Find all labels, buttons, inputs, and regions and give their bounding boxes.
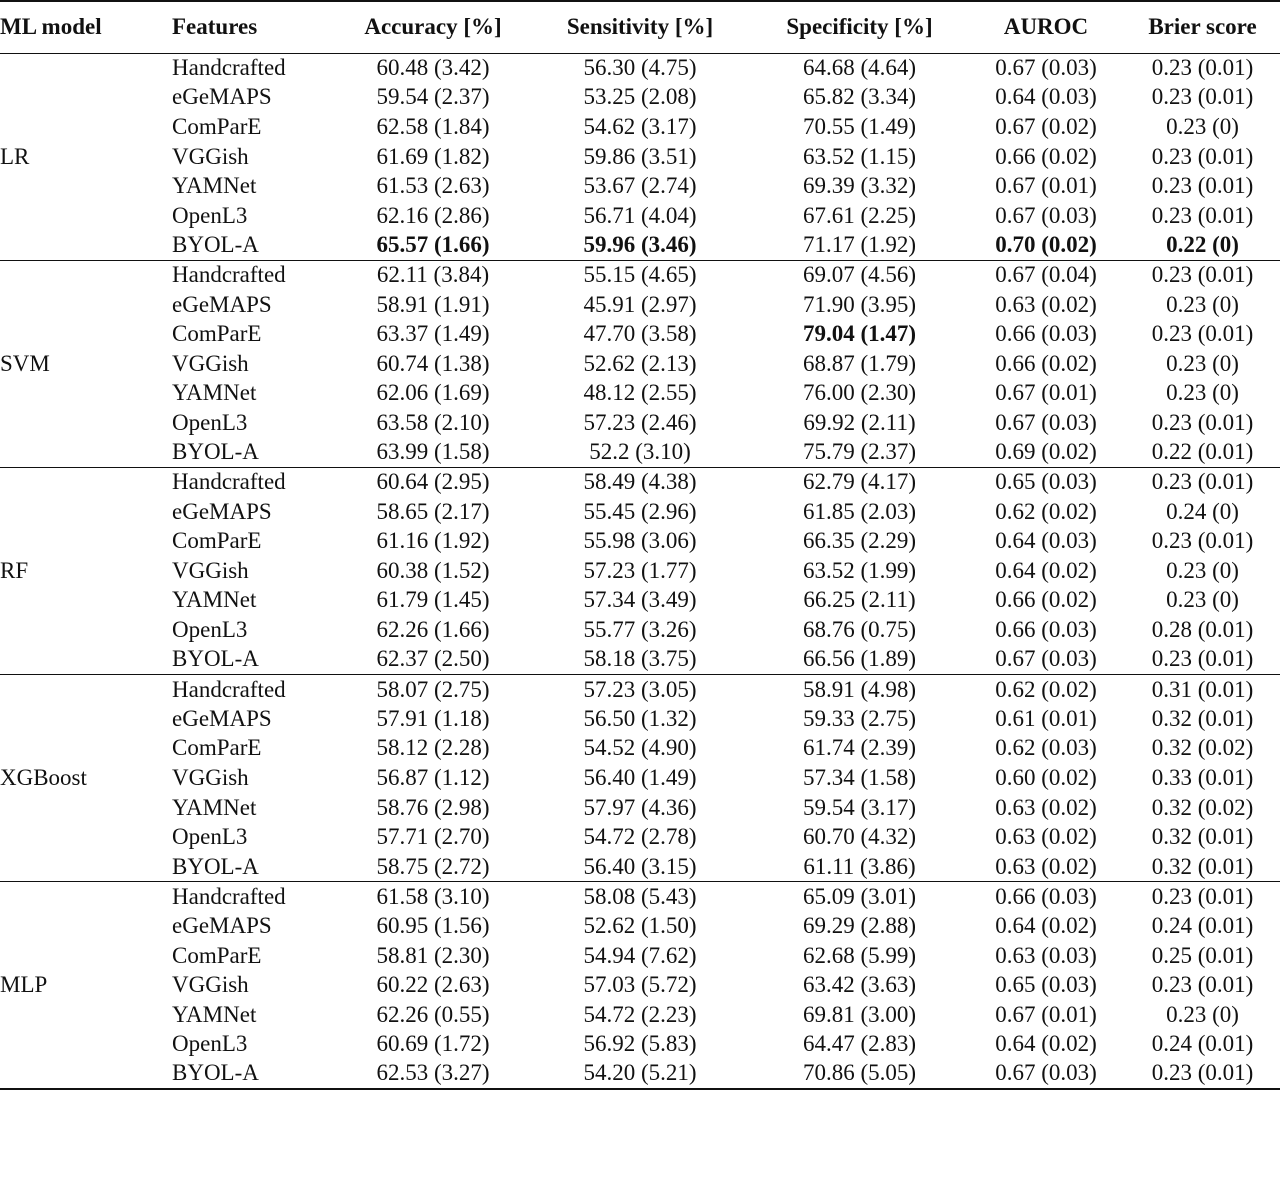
auroc-cell: 0.67 (0.01) [995, 380, 1097, 406]
accuracy-cell: 58.91 (1.91) [376, 291, 490, 317]
auroc-cell: 0.62 (0.03) [995, 735, 1097, 761]
sensitivity-cell: 54.72 (2.23) [583, 1001, 697, 1027]
sensitivity-cell: 54.94 (7.62) [583, 942, 697, 968]
specificity-cell: 64.68 (4.64) [802, 55, 917, 81]
features-cell: Handcrafted [172, 469, 286, 495]
sensitivity-cell: 56.71 (4.04) [583, 202, 697, 228]
sensitivity-cell: 58.49 (4.38) [583, 469, 697, 495]
auroc-cell: 0.67 (0.03) [995, 55, 1097, 81]
sensitivity-cell: 56.92 (5.83) [583, 1031, 697, 1057]
specificity-cell: 59.54 (3.17) [802, 794, 917, 820]
sensitivity-cell: 57.23 (1.77) [583, 557, 697, 583]
features-cell: OpenL3 [172, 1031, 248, 1057]
auroc-cell: 0.64 (0.02) [995, 557, 1097, 583]
brier-score-cell: 0.32 (0.01) [1151, 853, 1254, 879]
specificity-cell: 75.79 (2.37) [802, 439, 917, 465]
table-row [0, 379, 1280, 409]
specificity-cell: 62.68 (5.99) [802, 942, 917, 968]
sensitivity-cell: 54.20 (5.21) [583, 1060, 697, 1086]
table-row [0, 852, 1280, 882]
table-row [0, 497, 1280, 527]
sensitivity-cell: 55.98 (3.06) [583, 528, 697, 554]
accuracy-cell: 60.69 (1.72) [376, 1031, 490, 1057]
table-row [0, 674, 1280, 704]
auroc-cell: 0.64 (0.02) [995, 1031, 1097, 1057]
sensitivity-cell: 52.2 (3.10) [589, 439, 691, 465]
features-cell: eGeMAPS [172, 498, 272, 524]
auroc-cell: 0.66 (0.03) [995, 321, 1097, 347]
table-row [0, 142, 1280, 172]
header-specificity: Specificity [%] [752, 1, 967, 53]
table-row [0, 763, 1280, 793]
features-cell: Handcrafted [172, 883, 286, 909]
accuracy-cell: 61.16 (1.92) [376, 528, 490, 554]
accuracy-cell: 62.58 (1.84) [376, 113, 490, 139]
brier-score-cell: 0.23 (0.01) [1151, 1060, 1254, 1086]
table-row [0, 408, 1280, 438]
brier-score-cell: 0.31 (0.01) [1151, 676, 1254, 702]
brier-score-cell: 0.32 (0.02) [1151, 735, 1254, 761]
sensitivity-cell: 59.96 (3.46) [583, 232, 697, 258]
accuracy-cell: 58.12 (2.28) [376, 735, 490, 761]
brier-score-cell: 0.24 (0.01) [1151, 913, 1254, 939]
table-row [0, 793, 1280, 823]
header-row [0, 1, 1280, 53]
accuracy-cell: 62.26 (0.55) [376, 1001, 490, 1027]
specificity-cell: 65.09 (3.01) [802, 883, 917, 909]
table-row [0, 231, 1280, 261]
sensitivity-cell: 52.62 (1.50) [583, 913, 697, 939]
table-row [0, 319, 1280, 349]
sensitivity-cell: 56.50 (1.32) [583, 705, 697, 731]
auroc-cell: 0.67 (0.03) [995, 1060, 1097, 1086]
brier-score-cell: 0.32 (0.01) [1151, 824, 1254, 850]
model-group-lr [0, 53, 1280, 260]
specificity-cell: 65.82 (3.34) [802, 84, 917, 110]
model-name-cell: SVM [0, 350, 50, 376]
auroc-cell: 0.66 (0.02) [995, 587, 1097, 613]
sensitivity-cell: 54.62 (3.17) [583, 113, 697, 139]
auroc-cell: 0.65 (0.03) [995, 972, 1097, 998]
features-cell: BYOL-A [172, 1060, 259, 1086]
brier-score-cell: 0.23 (0) [1166, 380, 1239, 406]
sensitivity-cell: 52.62 (2.13) [583, 350, 697, 376]
features-cell: ComParE [172, 735, 262, 761]
auroc-cell: 0.66 (0.03) [995, 617, 1097, 643]
sensitivity-cell: 56.40 (3.15) [583, 853, 697, 879]
sensitivity-cell: 57.03 (5.72) [583, 972, 697, 998]
features-cell: YAMNet [172, 794, 257, 820]
sensitivity-cell: 59.86 (3.51) [583, 143, 697, 169]
features-cell: eGeMAPS [172, 291, 272, 317]
brier-score-cell: 0.23 (0.01) [1151, 84, 1254, 110]
model-group-svm [0, 260, 1280, 467]
auroc-cell: 0.63 (0.03) [995, 942, 1097, 968]
model-name-cell: LR [0, 143, 30, 169]
brier-score-cell: 0.23 (0) [1166, 113, 1239, 139]
features-cell: VGGish [172, 557, 249, 583]
accuracy-cell: 65.57 (1.66) [376, 232, 490, 258]
sensitivity-cell: 53.25 (2.08) [583, 84, 697, 110]
auroc-cell: 0.63 (0.02) [995, 794, 1097, 820]
table-row [0, 822, 1280, 852]
sensitivity-cell: 47.70 (3.58) [583, 321, 697, 347]
accuracy-cell: 62.16 (2.86) [376, 202, 490, 228]
table-row [0, 645, 1280, 675]
features-cell: OpenL3 [172, 617, 248, 643]
sensitivity-cell: 55.77 (3.26) [583, 617, 697, 643]
features-cell: ComParE [172, 528, 262, 554]
accuracy-cell: 62.26 (1.66) [376, 617, 490, 643]
brier-score-cell: 0.23 (0.01) [1151, 409, 1254, 435]
table-header [0, 1, 1280, 53]
auroc-cell: 0.67 (0.01) [995, 173, 1097, 199]
model-group-xgboost [0, 674, 1280, 881]
auroc-cell: 0.64 (0.02) [995, 913, 1097, 939]
auroc-cell: 0.63 (0.02) [995, 824, 1097, 850]
specificity-cell: 68.76 (0.75) [802, 617, 917, 643]
auroc-cell: 0.65 (0.03) [995, 469, 1097, 495]
table-row [0, 970, 1280, 1000]
table-row [0, 556, 1280, 586]
brier-score-cell: 0.23 (0) [1166, 587, 1239, 613]
auroc-cell: 0.66 (0.02) [995, 350, 1097, 376]
table-row [0, 83, 1280, 113]
model-name-cell: MLP [0, 971, 48, 997]
accuracy-cell: 56.87 (1.12) [376, 765, 490, 791]
accuracy-cell: 63.37 (1.49) [376, 321, 490, 347]
specificity-cell: 69.39 (3.32) [802, 173, 917, 199]
specificity-cell: 57.34 (1.58) [802, 765, 917, 791]
specificity-cell: 61.74 (2.39) [802, 735, 917, 761]
model-group-mlp [0, 882, 1280, 1089]
sensitivity-cell: 53.67 (2.74) [583, 173, 697, 199]
table-row [0, 438, 1280, 468]
header-features: Features [172, 1, 338, 53]
sensitivity-cell: 58.18 (3.75) [583, 646, 697, 672]
header-ml-model: ML model [0, 1, 172, 53]
accuracy-cell: 58.65 (2.17) [376, 498, 490, 524]
features-cell: OpenL3 [172, 824, 248, 850]
accuracy-cell: 58.75 (2.72) [376, 853, 490, 879]
features-cell: VGGish [172, 350, 249, 376]
accuracy-cell: 58.81 (2.30) [376, 942, 490, 968]
table-row [0, 941, 1280, 971]
features-cell: eGeMAPS [172, 84, 272, 110]
auroc-cell: 0.67 (0.03) [995, 409, 1097, 435]
auroc-cell: 0.70 (0.02) [995, 232, 1097, 258]
specificity-cell: 63.52 (1.15) [802, 143, 917, 169]
auroc-cell: 0.62 (0.02) [995, 498, 1097, 524]
auroc-cell: 0.62 (0.02) [995, 676, 1097, 702]
accuracy-cell: 60.38 (1.52) [376, 557, 490, 583]
sensitivity-cell: 55.45 (2.96) [583, 498, 697, 524]
features-cell: BYOL-A [172, 646, 259, 672]
sensitivity-cell: 57.23 (3.05) [583, 676, 697, 702]
auroc-cell: 0.66 (0.02) [995, 143, 1097, 169]
auroc-cell: 0.63 (0.02) [995, 291, 1097, 317]
sensitivity-cell: 55.15 (4.65) [583, 262, 697, 288]
specificity-cell: 69.81 (3.00) [802, 1001, 917, 1027]
features-cell: OpenL3 [172, 202, 248, 228]
brier-score-cell: 0.23 (0.01) [1151, 262, 1254, 288]
sensitivity-cell: 57.34 (3.49) [583, 587, 697, 613]
header-brier-score: Brier score [1125, 1, 1280, 53]
features-cell: VGGish [172, 765, 249, 791]
table-row [0, 53, 1280, 83]
accuracy-cell: 62.11 (3.84) [376, 262, 490, 288]
accuracy-cell: 60.22 (2.63) [376, 972, 490, 998]
accuracy-cell: 63.99 (1.58) [376, 439, 490, 465]
specificity-cell: 79.04 (1.47) [802, 321, 917, 347]
brier-score-cell: 0.23 (0) [1166, 291, 1239, 317]
accuracy-cell: 60.74 (1.38) [376, 350, 490, 376]
brier-score-cell: 0.23 (0.01) [1151, 173, 1254, 199]
auroc-cell: 0.67 (0.03) [995, 202, 1097, 228]
header-auroc: AUROC [967, 1, 1125, 53]
sensitivity-cell: 48.12 (2.55) [583, 380, 697, 406]
features-cell: ComParE [172, 942, 262, 968]
specificity-cell: 67.61 (2.25) [802, 202, 917, 228]
table-row [0, 260, 1280, 290]
specificity-cell: 69.92 (2.11) [803, 409, 916, 435]
accuracy-cell: 60.48 (3.42) [376, 55, 490, 81]
auroc-cell: 0.64 (0.03) [995, 84, 1097, 110]
features-cell: BYOL-A [172, 232, 259, 258]
brier-score-cell: 0.23 (0.01) [1151, 883, 1254, 909]
table-row [0, 615, 1280, 645]
brier-score-cell: 0.33 (0.01) [1151, 765, 1254, 791]
features-cell: YAMNet [172, 380, 257, 406]
accuracy-cell: 62.53 (3.27) [376, 1060, 490, 1086]
brier-score-cell: 0.23 (0.01) [1151, 528, 1254, 554]
header-accuracy: Accuracy [%] [338, 1, 528, 53]
auroc-cell: 0.63 (0.02) [995, 853, 1097, 879]
features-cell: eGeMAPS [172, 913, 272, 939]
features-cell: VGGish [172, 143, 249, 169]
features-cell: Handcrafted [172, 55, 286, 81]
table-row [0, 1000, 1280, 1030]
brier-score-cell: 0.32 (0.02) [1151, 794, 1254, 820]
table-row [0, 171, 1280, 201]
specificity-cell: 66.35 (2.29) [802, 528, 917, 554]
specificity-cell: 63.42 (3.63) [802, 972, 917, 998]
specificity-cell: 64.47 (2.83) [802, 1031, 917, 1057]
table-row [0, 201, 1280, 231]
table-row [0, 467, 1280, 497]
specificity-cell: 68.87 (1.79) [802, 350, 917, 376]
sensitivity-cell: 56.40 (1.49) [583, 765, 697, 791]
features-cell: YAMNet [172, 1001, 257, 1027]
brier-score-cell: 0.25 (0.01) [1151, 942, 1254, 968]
accuracy-cell: 57.71 (2.70) [376, 824, 490, 850]
brier-score-cell: 0.32 (0.01) [1151, 705, 1254, 731]
table-row [0, 704, 1280, 734]
accuracy-cell: 61.53 (2.63) [376, 173, 490, 199]
brier-score-cell: 0.23 (0.01) [1151, 646, 1254, 672]
sensitivity-cell: 57.23 (2.46) [583, 409, 697, 435]
specificity-cell: 71.17 (1.92) [802, 232, 917, 258]
auroc-cell: 0.67 (0.04) [995, 262, 1097, 288]
features-cell: ComParE [172, 113, 262, 139]
auroc-cell: 0.67 (0.03) [995, 646, 1097, 672]
auroc-cell: 0.69 (0.02) [995, 439, 1097, 465]
brier-score-cell: 0.23 (0.01) [1151, 55, 1254, 81]
brier-score-cell: 0.24 (0.01) [1151, 1031, 1254, 1057]
accuracy-cell: 58.76 (2.98) [376, 794, 490, 820]
features-cell: BYOL-A [172, 439, 259, 465]
brier-score-cell: 0.24 (0) [1166, 498, 1239, 524]
table-row [0, 734, 1280, 764]
table-row [0, 911, 1280, 941]
specificity-cell: 63.52 (1.99) [802, 557, 917, 583]
features-cell: BYOL-A [172, 853, 259, 879]
auroc-cell: 0.67 (0.02) [995, 113, 1097, 139]
features-cell: OpenL3 [172, 409, 248, 435]
accuracy-cell: 60.64 (2.95) [376, 469, 490, 495]
accuracy-cell: 57.91 (1.18) [376, 705, 490, 731]
auroc-cell: 0.67 (0.01) [995, 1001, 1097, 1027]
auroc-cell: 0.66 (0.03) [995, 883, 1097, 909]
features-cell: YAMNet [172, 173, 257, 199]
specificity-cell: 66.56 (1.89) [802, 646, 917, 672]
brier-score-cell: 0.23 (0.01) [1151, 202, 1254, 228]
specificity-cell: 58.91 (4.98) [802, 676, 917, 702]
specificity-cell: 59.33 (2.75) [802, 705, 917, 731]
features-cell: YAMNet [172, 587, 257, 613]
model-name-cell: XGBoost [0, 765, 87, 791]
features-cell: Handcrafted [172, 676, 286, 702]
sensitivity-cell: 45.91 (2.97) [583, 291, 697, 317]
brier-score-cell: 0.23 (0.01) [1151, 469, 1254, 495]
auroc-cell: 0.61 (0.01) [995, 705, 1097, 731]
specificity-cell: 61.85 (2.03) [802, 498, 917, 524]
header-sensitivity: Sensitivity [%] [528, 1, 752, 53]
accuracy-cell: 62.06 (1.69) [376, 380, 490, 406]
table-row [0, 527, 1280, 557]
accuracy-cell: 61.79 (1.45) [376, 587, 490, 613]
brier-score-cell: 0.22 (0.01) [1151, 439, 1254, 465]
auroc-cell: 0.60 (0.02) [995, 765, 1097, 791]
brier-score-cell: 0.23 (0.01) [1151, 321, 1254, 347]
features-cell: Handcrafted [172, 262, 286, 288]
specificity-cell: 70.55 (1.49) [802, 113, 917, 139]
brier-score-cell: 0.23 (0) [1166, 1001, 1239, 1027]
specificity-cell: 76.00 (2.30) [802, 380, 917, 406]
specificity-cell: 69.29 (2.88) [802, 913, 917, 939]
accuracy-cell: 62.37 (2.50) [376, 646, 490, 672]
table-row [0, 1030, 1280, 1060]
accuracy-cell: 59.54 (2.37) [376, 84, 490, 110]
brier-score-cell: 0.23 (0.01) [1151, 143, 1254, 169]
brier-score-cell: 0.28 (0.01) [1151, 617, 1254, 643]
sensitivity-cell: 58.08 (5.43) [583, 883, 697, 909]
specificity-cell: 69.07 (4.56) [802, 262, 917, 288]
sensitivity-cell: 57.97 (4.36) [583, 794, 697, 820]
table-row [0, 1059, 1280, 1089]
specificity-cell: 62.79 (4.17) [802, 469, 917, 495]
table-row [0, 586, 1280, 616]
brier-score-cell: 0.23 (0) [1166, 557, 1239, 583]
model-group-rf [0, 467, 1280, 674]
features-cell: ComParE [172, 321, 262, 347]
table-row [0, 882, 1280, 912]
accuracy-cell: 60.95 (1.56) [376, 913, 490, 939]
accuracy-cell: 61.58 (3.10) [376, 883, 490, 909]
accuracy-cell: 61.69 (1.82) [376, 143, 490, 169]
accuracy-cell: 58.07 (2.75) [376, 676, 490, 702]
table-row [0, 349, 1280, 379]
sensitivity-cell: 54.72 (2.78) [583, 824, 697, 850]
features-cell: eGeMAPS [172, 705, 272, 731]
specificity-cell: 70.86 (5.05) [802, 1060, 917, 1086]
auroc-cell: 0.64 (0.03) [995, 528, 1097, 554]
specificity-cell: 71.90 (3.95) [802, 291, 917, 317]
accuracy-cell: 63.58 (2.10) [376, 409, 490, 435]
sensitivity-cell: 56.30 (4.75) [583, 55, 697, 81]
table-row [0, 112, 1280, 142]
model-name-cell: RF [0, 557, 29, 583]
brier-score-cell: 0.23 (0.01) [1151, 972, 1254, 998]
specificity-cell: 66.25 (2.11) [803, 587, 916, 613]
sensitivity-cell: 54.52 (4.90) [583, 735, 697, 761]
features-cell: VGGish [172, 972, 249, 998]
table-row [0, 290, 1280, 320]
specificity-cell: 61.11 (3.86) [803, 853, 916, 879]
specificity-cell: 60.70 (4.32) [802, 824, 917, 850]
brier-score-cell: 0.22 (0) [1166, 232, 1239, 258]
brier-score-cell: 0.23 (0) [1166, 350, 1239, 376]
